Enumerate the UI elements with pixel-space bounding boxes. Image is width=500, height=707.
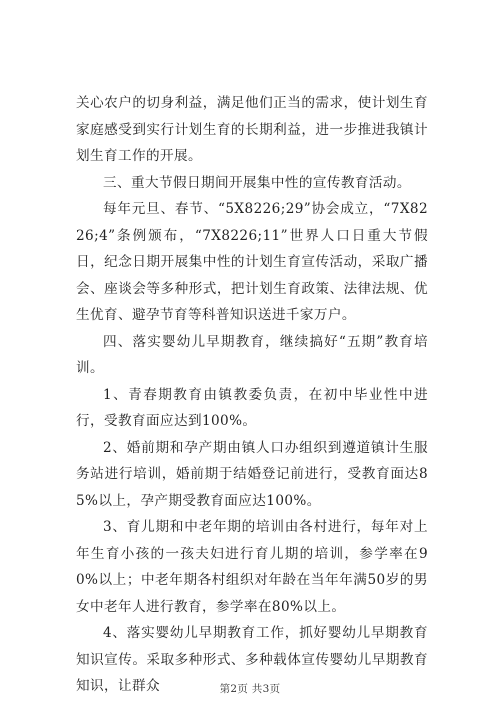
heading-early-education: 四、落实婴幼儿早期教育，继续搞好“五期”教育培训。 [76, 333, 428, 376]
list-item-childcare-elderly: 3、育儿期和中老年期的培训由各村进行，每年对上年生育小孩的一孩夫妇进行育儿期的培训，参学率在90%以上；中老年期各村组织对年龄在当年年满50岁的男女中老年人进行教育，参学率在80%以上。 [76, 519, 428, 615]
list-item-premarital-pregnancy: 2、婚前期和孕产期由镇人口办组织到遵道镇计生服务站进行培训，婚前期于结婚登记前进行，受教育面达85%以上，孕产期受教育面应达100%。 [76, 439, 428, 509]
list-item-adolescence: 1、青春期教育由镇教委负责，在初中毕业性中进行，受教育面应达到100%。 [76, 386, 428, 429]
heading-holiday-campaign: 三、重大节假日期间开展集中性的宣传教育活动。 [103, 174, 411, 191]
paragraph-holiday-activities: 每年元旦、春节、“5X8226;29”协会成立，“7X8226;4”条例颁布，“7X8226;11”世界人口日重大节假日，纪念日期开展集中性的计划生育宣传活动，采取广播会、座谈会等多种形式，把计划生育政策、法律法规、优生优育、避孕节育等科普知识送进千家万户。 [76, 201, 428, 323]
list-item-infant-education: 4、落实婴幼儿早期教育工作，抓好婴幼儿早期教育知识宣传。采取多种形式、多种载体宣传婴幼儿早期教育知识，让群众 [76, 625, 428, 694]
page-number-footer: 第2页 共3页 [219, 683, 281, 695]
paragraph-farmer-interests: 关心农户的切身利益，满足他们正当的需求，使计划生育家庭感受到实行计划生育的长期利益，进一步推进我镇计划生育工作的开展。 [76, 95, 428, 164]
document-body [76, 90, 428, 700]
